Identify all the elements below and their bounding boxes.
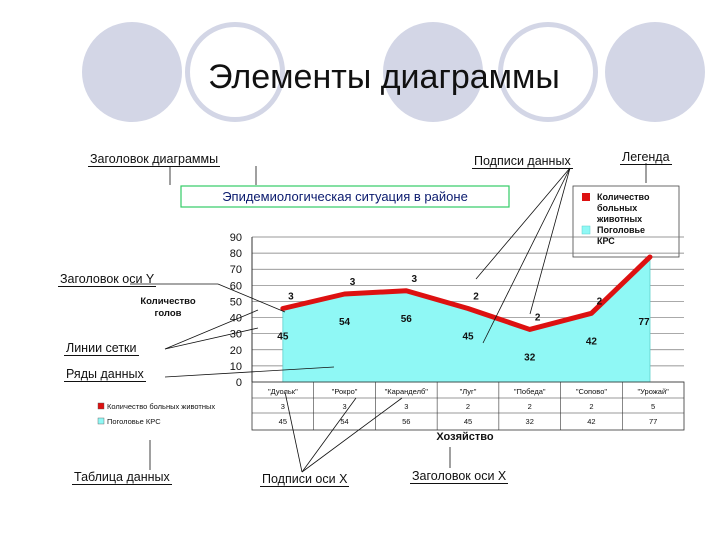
data-table-cell: 42 [587,417,596,426]
y-tick-label: 70 [229,264,242,277]
data-label-line: 3 [288,291,294,303]
x-tick-label: "Рокро" [331,387,358,396]
data-label-line: 2 [473,291,479,303]
annotation-data-table: Таблица данных [74,470,170,484]
data-label-area: 56 [400,313,412,325]
data-table-cell: 77 [648,417,658,426]
chart-title: Эпидемиологическая ситуация в районе [222,189,468,204]
data-label-area: 45 [462,331,474,343]
y-tick-label: 20 [229,344,242,357]
callout-line [165,328,258,349]
y-tick-label: 10 [229,360,242,373]
data-table-cell: 2 [465,402,471,411]
data-table-cell: 2 [527,402,532,411]
y-tick-label: 30 [229,328,242,341]
plot-area [277,257,650,382]
data-table-cell: 2 [589,402,594,411]
legend-label-line: Количество [597,192,650,202]
x-axis-title: Хозяйство [436,431,494,443]
annotation-y-axis-title: Заголовок оси Y [60,272,155,286]
y-tick-label: 90 [229,232,242,244]
legend-label-line: животных [597,214,643,224]
data-table-cell: 56 [402,417,411,426]
data-table-cell: 54 [340,417,349,426]
annotation-chart-title: Заголовок диаграммы [90,152,219,166]
data-label-area: 42 [585,336,597,348]
data-label-area: 45 [277,331,289,343]
data-table-row-label: Количество больных животных [107,402,216,411]
callout-line [285,392,302,472]
callout-line [530,168,570,314]
x-tick-label: "Сопово" [575,387,608,396]
y-axis-title-line-2: голов [154,308,182,319]
legend-key-line [582,193,590,201]
data-table-cell: 45 [463,417,473,426]
data-table-cell: 3 [342,402,347,411]
annotation-data-series: Ряды данных [66,367,144,381]
data-label-line: 3 [349,277,356,288]
y-tick-label: 80 [229,248,242,261]
x-tick-label: "Победа" [513,387,546,396]
data-label-area: 54 [339,317,351,328]
x-tick-label: "Урожай" [637,387,669,396]
series-area-Поголовье КРС [283,258,650,382]
data-label-line: 2 [534,312,541,324]
y-axis-title-line-1: Количество [140,296,196,307]
data-table-key [98,418,104,424]
data-label-area: 32 [524,352,536,364]
data-table-cell: 45 [278,417,288,426]
data-table-cell: 5 [651,402,656,411]
annotation-x-axis-labels: Подписи оси X [262,472,348,486]
y-tick-label: 40 [229,312,242,325]
y-tick-label: 60 [229,280,242,293]
data-table-cell: 3 [280,402,285,411]
annotation-legend: Легенда [622,150,670,164]
data-table-row-label: Поголовье КРС [107,417,161,426]
slide-title: Элементы диаграммы [208,58,560,96]
data-table-key [98,403,104,409]
data-label-area: 77 [638,317,650,328]
annotation-x-axis-title: Заголовок оси X [412,469,507,483]
x-tick-label: "Каранделб" [384,387,428,396]
annotation-gridlines: Линии сетки [66,341,137,355]
callout-line [302,398,356,472]
x-tick-label: "Дуольк" [267,387,298,396]
data-label-line: 2 [596,296,603,308]
data-table-cell: 32 [525,417,534,426]
legend-label-area: КРС [597,236,615,246]
data-table-cell: 3 [404,402,409,411]
data-label-line: 3 [411,273,418,285]
y-tick-label: 0 [235,377,242,389]
legend-label-line: больных [597,203,638,213]
y-tick-label: 50 [229,296,242,309]
annotation-data-labels: Подписи данных [474,154,571,168]
legend-key-area [582,226,590,234]
legend-label-area: Поголовье [597,225,646,235]
callout-line [302,398,402,472]
x-tick-label: "Луг" [459,387,477,396]
